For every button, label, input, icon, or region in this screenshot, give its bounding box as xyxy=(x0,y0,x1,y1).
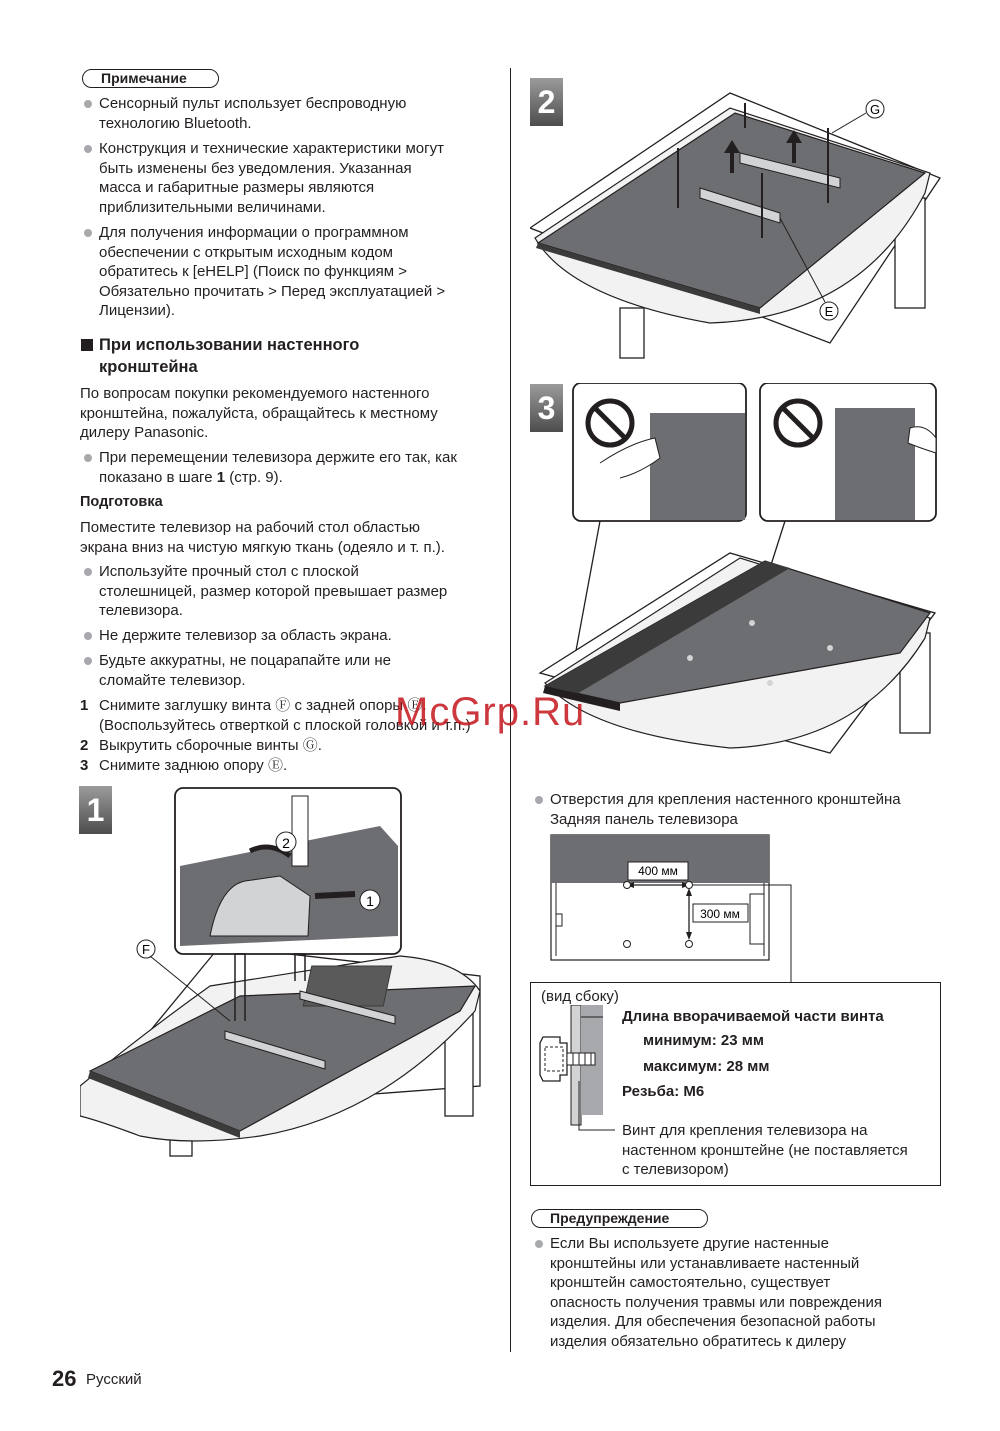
circled-1-label: 1 xyxy=(366,893,374,909)
page-number: 26 xyxy=(52,1366,77,1391)
watermark: McGrp.Ru xyxy=(395,690,586,734)
prep-text: Поместите телевизор на рабочий стол областью экрана вниз на чистую мягкую ткань (одеяло и т. п.). xyxy=(80,519,445,556)
note-heading: Примечание xyxy=(82,69,219,88)
prep-bullet-1: Используйте прочный стол с плоской столешницей, размер которой превышает размер телевизора. xyxy=(80,562,447,621)
figure-step-2 xyxy=(530,78,945,368)
section-title: При использовании настенного кронштейна xyxy=(80,334,359,378)
screw-thread: Резьба: M6 xyxy=(622,1083,705,1100)
step-2-badge: 2 xyxy=(530,78,563,126)
step-1-badge: 1 xyxy=(79,786,112,834)
dim-400-label: 400 мм xyxy=(638,864,678,878)
screw-note: Винт для крепления телевизора на настенном кронштейне (не поставляется с телевизором) xyxy=(622,1122,908,1179)
figure-step-1 xyxy=(80,786,500,1166)
note-item-3: Для получения информации о программном обеспечении с открытым исходным кодом обратитесь к [eHELP] (Поиск по функциям > Обязательно прочитать > Перед эксплуатацией > Лицензии). xyxy=(80,223,445,321)
wall-mount-bullet: Отверстия для крепления настенного кронштейна Задняя панель телевизора xyxy=(531,790,901,829)
screw-length-title: Длина вворачиваемой части винта xyxy=(622,1008,884,1025)
label-E: E xyxy=(824,304,834,319)
step-1-instruction: 1 Снимите заглушку винта Ⓕ с задней опоры Ⓔ. (Воспользуйтесь отверткой с плоской головкой и т.п.) xyxy=(80,697,471,734)
prep-bullet-2: Не держите телевизор за область экрана. xyxy=(80,626,392,646)
footer-language: Русский xyxy=(86,1371,142,1388)
step-2-instruction: 2 Выкрутить сборочные винты Ⓖ. xyxy=(80,737,322,754)
step-3-badge: 3 xyxy=(530,384,563,432)
prep-bullet-3: Будьте аккуратны, не поцарапайте или не сломайте телевизор. xyxy=(80,651,391,690)
warning-text: Если Вы используете другие настенные кронштейны или устанавливаете настенный кронштейн самостоятельно, существует опасность получения травмы или повреждения изделия. Для обеспечения безопасной работы изделия обязательно обратитесь к дилеру xyxy=(531,1234,882,1352)
circled-2-label: 2 xyxy=(282,835,290,851)
figure-tv-back-panel xyxy=(550,834,795,984)
intro-text: По вопросам покупки рекомендуемого настенного кронштейна, пожалуйста, обращайтесь к местному дилеру Panasonic. xyxy=(80,385,438,442)
square-bullet-icon xyxy=(81,339,93,351)
label-F: F xyxy=(142,942,150,957)
figure-screw-side-view xyxy=(535,1005,625,1135)
note-item-2: Конструкция и технические характеристики могут быть изменены без уведомления. Указанная масса и габаритные размеры являются приблизительными величинами. xyxy=(80,139,444,217)
step-3-instruction: 3 Снимите заднюю опору Ⓔ. xyxy=(80,757,288,774)
label-G: G xyxy=(869,102,881,117)
dim-300-label: 300 мм xyxy=(700,907,740,921)
move-bullet: При перемещении телевизора держите его так, как показано в шаге 1 (стр. 9). xyxy=(80,448,457,487)
screw-max-length: максимум: 28 мм xyxy=(643,1058,770,1075)
screw-min-length: минимум: 23 мм xyxy=(643,1032,764,1049)
figure-step-3 xyxy=(530,383,945,768)
note-item-1: Сенсорный пульт использует беспроводную технологию Bluetooth. xyxy=(80,94,406,133)
side-view-label: (вид сбоку) xyxy=(541,988,619,1005)
warning-heading: Предупреждение xyxy=(531,1209,708,1228)
prep-heading: Подготовка xyxy=(80,494,163,510)
